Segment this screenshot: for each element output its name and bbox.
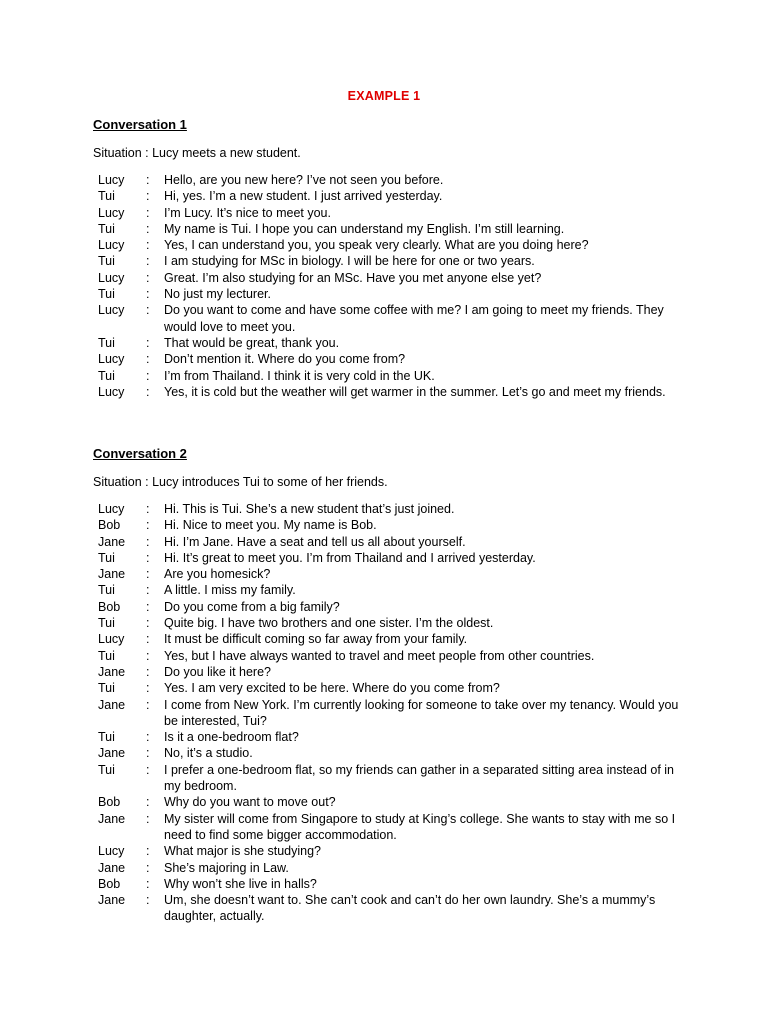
speaker-separator: :: [146, 518, 150, 533]
speaker-separator: :: [146, 860, 150, 875]
line-text: Do you like it here?: [164, 664, 272, 679]
dialog-line: [93, 664, 693, 680]
speaker-name: Lucy: [98, 270, 125, 285]
speaker-separator: :: [146, 762, 150, 777]
dialog-line: [93, 335, 693, 351]
line-text: My sister will come from Singapore to study at King’s college. She wants to stay with me so I need to find some bigger accommodation.: [164, 811, 676, 842]
speaker-separator: :: [146, 697, 150, 712]
line-text: Yes, it is cold but the weather will get warmer in the summer. Let’s go and meet my friends.: [164, 384, 666, 399]
line-text: No just my lecturer.: [164, 287, 271, 302]
line-text: That would be great, thank you.: [164, 335, 340, 350]
speaker-separator: :: [146, 352, 150, 367]
line-text: Quite big. I have two brothers and one sister. I’m the oldest.: [164, 616, 494, 631]
speaker-separator: :: [146, 335, 150, 350]
dialog-line: [93, 188, 693, 204]
line-text: Is it a one-bedroom flat?: [164, 730, 299, 745]
dialog-line: [93, 566, 693, 582]
speaker-name: Bob: [98, 599, 121, 614]
dialog-line: [93, 876, 693, 892]
dialog-line: [93, 860, 693, 876]
conversation-2-section: [93, 445, 693, 491]
speaker-name: Lucy: [98, 303, 125, 318]
speaker-name: Bob: [98, 795, 121, 810]
conversation-1-section: [93, 116, 693, 162]
speaker-separator: :: [146, 254, 150, 269]
speaker-name: Jane: [98, 893, 126, 908]
line-text: I am studying for MSc in biology. I will be here for one or two years.: [164, 254, 535, 269]
speaker-separator: :: [146, 681, 150, 696]
line-text: Do you come from a big family?: [164, 599, 340, 614]
dialog-line: [93, 351, 693, 367]
line-text: Yes. I am very excited to be here. Where do you come from?: [164, 681, 500, 696]
speaker-separator: :: [146, 205, 150, 220]
speaker-separator: :: [146, 221, 150, 236]
dialog-line: [93, 680, 693, 696]
line-text: A little. I miss my family.: [164, 583, 296, 598]
speaker-separator: :: [146, 632, 150, 647]
dialog-line: [93, 384, 693, 400]
speaker-separator: :: [146, 811, 150, 826]
speaker-separator: :: [146, 876, 150, 891]
line-text: What major is she studying?: [164, 844, 322, 859]
speaker-name: Tui: [98, 730, 115, 745]
conversation-2-title: Conversation 2: [93, 446, 187, 461]
conversation-1-dialog: [93, 172, 693, 400]
speaker-separator: :: [146, 173, 150, 187]
speaker-name: Tui: [98, 335, 115, 350]
speaker-name: Tui: [98, 762, 115, 777]
speaker-name: Tui: [98, 681, 115, 696]
speaker-separator: :: [146, 270, 150, 285]
line-text: Yes, but I have always wanted to travel and meet people from other countries.: [164, 648, 595, 663]
line-text: No, it’s a studio.: [164, 746, 253, 761]
speaker-separator: :: [146, 238, 150, 253]
dialog-line: [93, 172, 693, 188]
line-text: It must be difficult coming so far away from your family.: [164, 632, 468, 647]
dialog-line: [93, 368, 693, 384]
speaker-separator: :: [146, 583, 150, 598]
dialog-line: [93, 205, 693, 221]
dialog-line: [93, 631, 693, 647]
dialog-line: [93, 302, 693, 335]
speaker-name: Lucy: [98, 352, 125, 367]
line-text: I’m Lucy. It’s nice to meet you.: [164, 205, 331, 220]
line-text: I’m from Thailand. I think it is very cold in the UK.: [164, 368, 435, 383]
speaker-name: Lucy: [98, 173, 125, 187]
speaker-name: Jane: [98, 534, 126, 549]
speaker-name: Tui: [98, 221, 115, 236]
dialog-line: [93, 843, 693, 859]
speaker-separator: :: [146, 730, 150, 745]
speaker-name: Jane: [98, 664, 126, 679]
speaker-name: Tui: [98, 583, 115, 598]
speaker-separator: :: [146, 648, 150, 663]
speaker-name: Jane: [98, 860, 126, 875]
speaker-separator: :: [146, 534, 150, 549]
speaker-name: Lucy: [98, 384, 125, 399]
line-text: Hi, yes. I’m a new student. I just arrived yesterday.: [164, 189, 443, 204]
speaker-name: Lucy: [98, 238, 125, 253]
dialog-line: [93, 286, 693, 302]
speaker-separator: :: [146, 893, 150, 908]
dialog-line: [93, 237, 693, 253]
line-text: Um, she doesn’t want to. She can’t cook and can’t do her own laundry. She’s a mummy’s daughter, actually.: [164, 893, 656, 924]
speaker-name: Jane: [98, 697, 126, 712]
speaker-separator: :: [146, 303, 150, 318]
speaker-name: Jane: [98, 811, 126, 826]
speaker-name: Jane: [98, 746, 126, 761]
speaker-name: Tui: [98, 648, 115, 663]
line-text: Yes, I can understand you, you speak very clearly. What are you doing here?: [164, 238, 589, 253]
example-title: EXAMPLE 1: [347, 89, 421, 103]
speaker-name: Tui: [98, 254, 115, 269]
speaker-separator: :: [146, 599, 150, 614]
speaker-name: Bob: [98, 518, 121, 533]
speaker-separator: :: [146, 502, 150, 516]
line-text: My name is Tui. I hope you can understand my English. I’m still learning.: [164, 221, 565, 236]
speaker-name: Lucy: [98, 205, 125, 220]
dialog-line: [93, 501, 693, 517]
speaker-separator: :: [146, 550, 150, 565]
dialog-line: [93, 221, 693, 237]
line-text: Are you homesick?: [164, 567, 271, 582]
dialog-line: [93, 253, 693, 269]
line-text: Hi. Nice to meet you. My name is Bob.: [164, 518, 377, 533]
dialog-line: [93, 534, 693, 550]
dialog-line: [93, 599, 693, 615]
dialog-line: [93, 892, 693, 925]
dialog-line: [93, 745, 693, 761]
speaker-separator: :: [146, 567, 150, 582]
dialog-line: [93, 729, 693, 745]
line-text: Great. I’m also studying for an MSc. Have you met anyone else yet?: [164, 270, 542, 285]
speaker-separator: :: [146, 844, 150, 859]
conversation-1-situation: Situation : Lucy meets a new student.: [93, 146, 301, 160]
dialog-line: [93, 648, 693, 664]
line-text: Do you want to come and have some coffee with me? I am going to meet my friends. They would love to meet you.: [164, 303, 664, 334]
dialog-line: [93, 550, 693, 566]
speaker-name: Tui: [98, 189, 115, 204]
dialog-line: [93, 762, 693, 795]
dialog-line: [93, 794, 693, 810]
speaker-name: Tui: [98, 368, 115, 383]
speaker-separator: :: [146, 368, 150, 383]
line-text: Don’t mention it. Where do you come from?: [164, 352, 406, 367]
speaker-separator: :: [146, 664, 150, 679]
speaker-name: Tui: [98, 616, 115, 631]
speaker-name: Tui: [98, 550, 115, 565]
speaker-name: Lucy: [98, 844, 125, 859]
line-text: She’s majoring in Law.: [164, 860, 289, 875]
dialog-line: [93, 697, 693, 730]
dialog-line: [93, 517, 693, 533]
line-text: Hello, are you new here? I’ve not seen you before.: [164, 173, 444, 187]
line-text: Hi. I’m Jane. Have a seat and tell us all about yourself.: [164, 534, 466, 549]
line-text: I come from New York. I’m currently looking for someone to take over my tenancy. Would you be interested, Tui?: [164, 697, 679, 728]
line-text: Why won’t she live in halls?: [164, 876, 317, 891]
speaker-separator: :: [146, 795, 150, 810]
dialog-line: [93, 615, 693, 631]
speaker-name: Lucy: [98, 632, 125, 647]
line-text: Why do you want to move out?: [164, 795, 336, 810]
speaker-separator: :: [146, 384, 150, 399]
conversation-1-title: Conversation 1: [93, 117, 187, 132]
speaker-name: Jane: [98, 567, 126, 582]
dialog-line: [93, 811, 693, 844]
speaker-name: Lucy: [98, 502, 125, 516]
speaker-separator: :: [146, 287, 150, 302]
line-text: Hi. This is Tui. She’s a new student that’s just joined.: [164, 502, 455, 516]
conversation-2-situation: Situation : Lucy introduces Tui to some of her friends.: [93, 475, 388, 489]
speaker-separator: :: [146, 616, 150, 631]
line-text: I prefer a one-bedroom flat, so my friends can gather in a separated sitting area instead of in my bedroom.: [164, 762, 675, 794]
dialog-line: [93, 270, 693, 286]
speaker-name: Bob: [98, 876, 121, 891]
conversation-2-dialog: [93, 501, 693, 925]
line-text: Hi. It’s great to meet you. I’m from Thailand and I arrived yesterday.: [164, 550, 536, 565]
dialog-line: [93, 582, 693, 598]
speaker-separator: :: [146, 189, 150, 204]
speaker-name: Tui: [98, 287, 115, 302]
speaker-separator: :: [146, 746, 150, 761]
